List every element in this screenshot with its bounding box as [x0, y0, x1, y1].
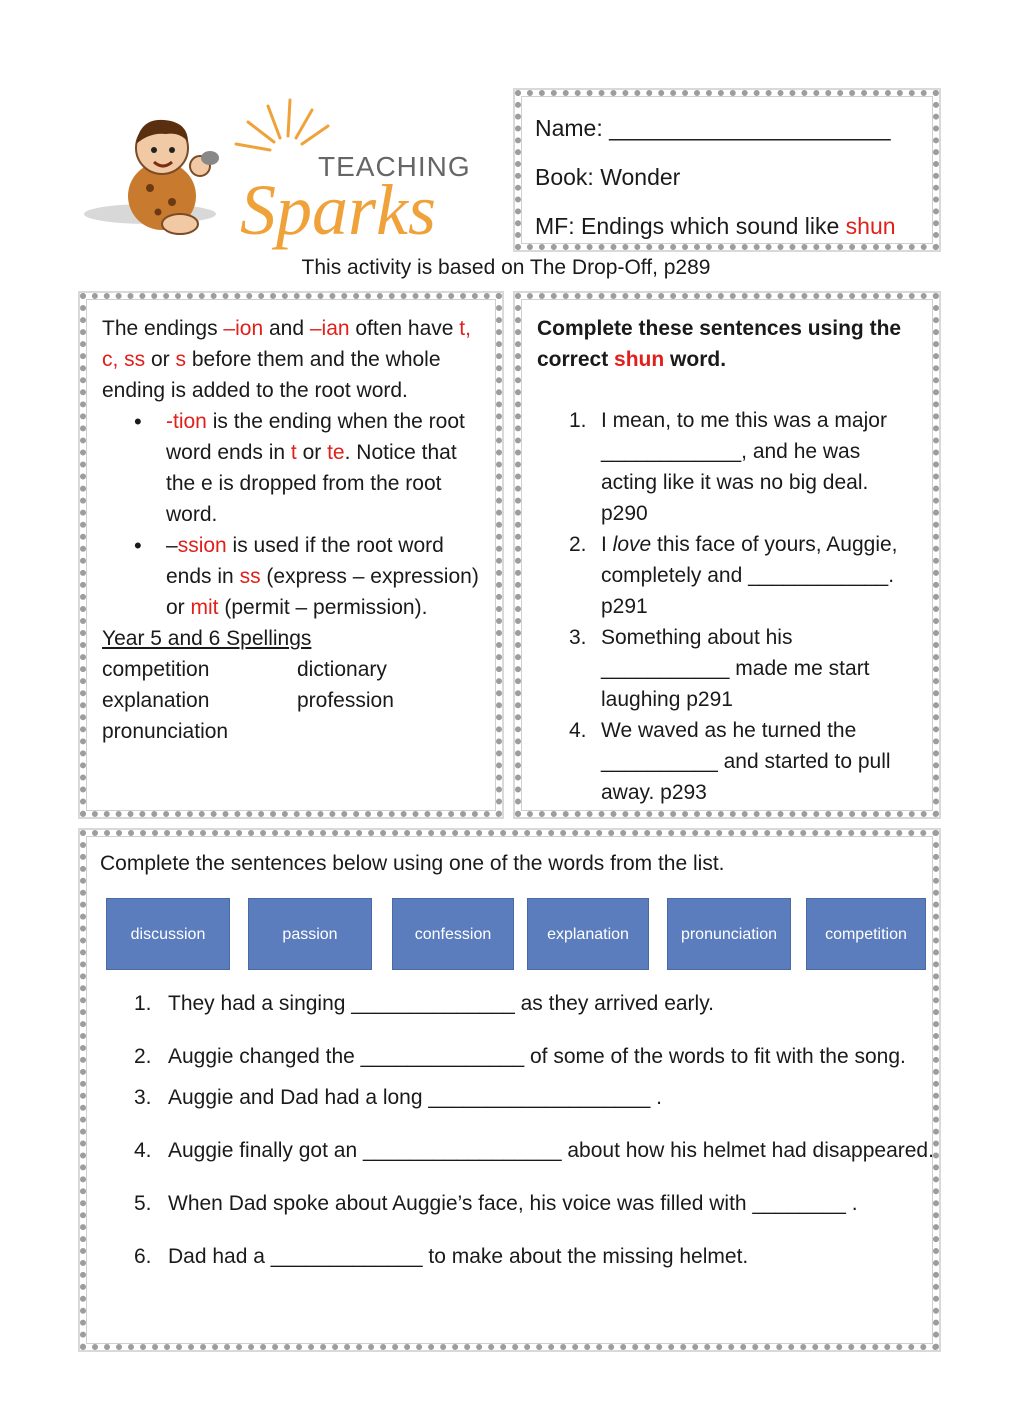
rules-intro: The endings –ion and –ian often have t, c, ss or s before them and the whole ending is added to the root word.: [102, 317, 471, 402]
mf-label: MF: Endings which sound like shun: [535, 213, 896, 239]
rules-panel: [80, 293, 502, 817]
question-item[interactable]: 5. When Dad spoke about Auggie’s face, his voice was filled with ________ .: [134, 1192, 858, 1215]
question-list: [134, 988, 934, 1272]
question-item[interactable]: 1. They had a singing ______________ as they arrived early.: [134, 992, 714, 1015]
question-item[interactable]: 6. Dad had a _____________ to make about the missing helmet.: [134, 1245, 749, 1268]
word-bank-instruction: Complete the sentences below using one of the words from the list.: [100, 852, 725, 875]
rules-list: [102, 406, 486, 623]
sentences-title: Complete these sentences using the correct shun word.: [537, 317, 902, 371]
spelling-word: pronunciation: [102, 720, 229, 743]
sentence-item[interactable]: 4. We waved as he turned the __________ and started to pull away. p293: [569, 719, 891, 804]
sentence-item[interactable]: 2. I love this face of yours, Auggie, completely and ____________. p291: [569, 533, 898, 618]
spelling-word: dictionary: [297, 658, 387, 681]
question-item[interactable]: 4. Auggie finally got an _________________ about how his helmet had disappeared.: [134, 1139, 934, 1162]
teaching-sparks-logo: [80, 96, 480, 256]
logo-text-top: TEACHING: [318, 151, 471, 182]
word-bank: [102, 898, 924, 970]
rule-ssion: • –ssion is used if the root word ends in ss (express – expression) or mit (permit – permission).: [166, 530, 486, 623]
logo-text-main: Sparks: [240, 170, 436, 250]
spellings-grid: [102, 654, 486, 747]
name-book-box: [515, 90, 939, 250]
spelling-word: explanation: [102, 689, 210, 712]
question-item[interactable]: 3. Auggie and Dad had a long ___________________ .: [134, 1086, 662, 1109]
word-bank-item[interactable]: discussion: [106, 898, 230, 970]
sentences-panel: [515, 293, 939, 817]
spellings-heading: Year 5 and 6 Spellings: [102, 627, 312, 650]
spelling-word: competition: [102, 658, 210, 681]
spelling-word: profession: [297, 689, 394, 712]
word-bank-panel: [80, 830, 939, 1350]
word-bank-item[interactable]: pronunciation: [667, 898, 791, 970]
question-item[interactable]: 2. Auggie changed the ______________ of some of the words to fit with the song.: [134, 1045, 906, 1068]
word-bank-item[interactable]: explanation: [527, 898, 649, 970]
word-bank-item[interactable]: competition: [806, 898, 926, 970]
word-bank-item[interactable]: confession: [392, 898, 514, 970]
sentence-item[interactable]: 1. I mean, to me this was a major ____________, and he was acting like it was no big deal. p290: [569, 409, 887, 525]
name-field[interactable]: Name: ______________________: [535, 115, 891, 141]
rule-tion: • -tion is the ending when the root word ends in t or te. Notice that the e is dropped from the root word.: [166, 406, 486, 530]
word-bank-item[interactable]: passion: [248, 898, 372, 970]
sentence-item[interactable]: 3. Something about his ___________ made me start laughing p291: [569, 626, 870, 711]
book-label: Book: Wonder: [535, 164, 681, 190]
sentences-list: [537, 405, 919, 808]
activity-source: This activity is based on The Drop-Off, p289: [301, 256, 711, 279]
